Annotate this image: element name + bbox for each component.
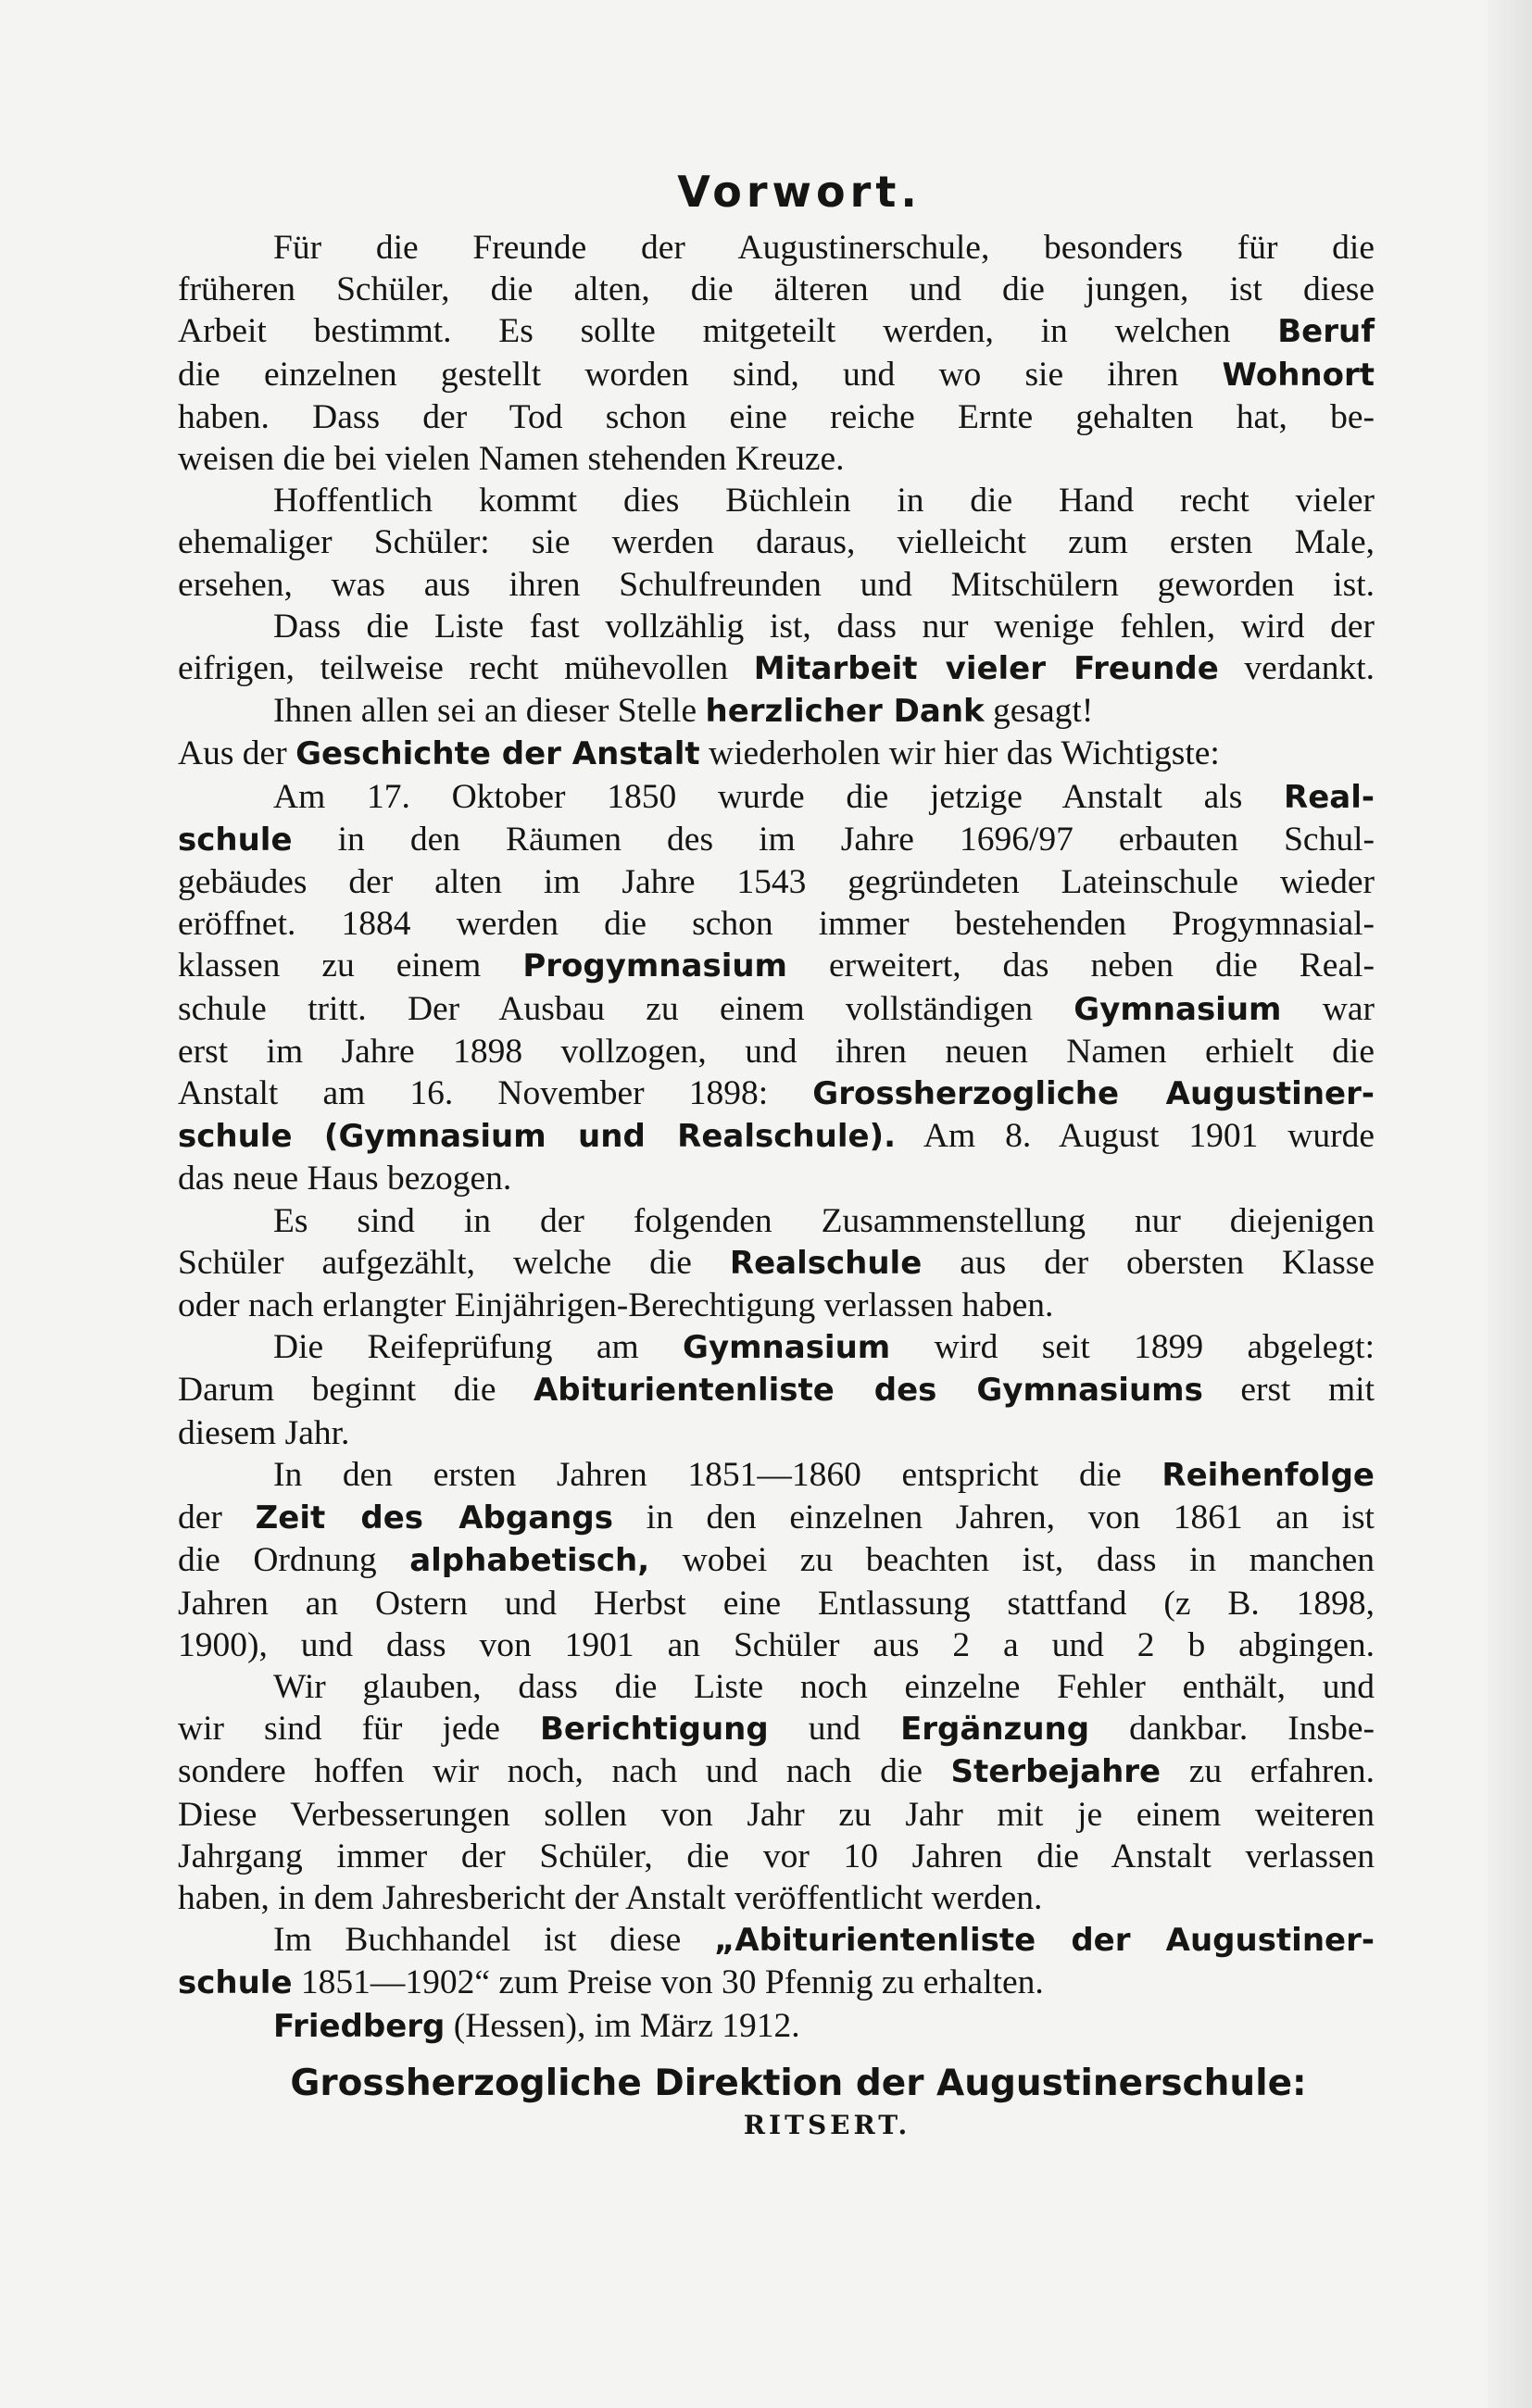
text-line: Friedberg (Hessen), im März 1912. [273,2006,800,2045]
text-line: die einzelnen gestellt worden sind, und wo sie ihren Wohnort [178,355,1375,394]
text-line: oder nach erlangter Einjährigen-Berechtigung verlassen haben. [178,1286,1054,1325]
emphasized-text: Reihenfolge [1162,1456,1375,1494]
text-line: Für die Freunde der Augustinerschule, besonders für die [273,229,1375,267]
text-line: erst im Jahre 1898 vollzogen, und ihren neuen Namen erhielt die [178,1032,1375,1071]
signer-name: RITSERT. [743,2109,911,2140]
paragraph-bookshop [178,1919,1375,2004]
emphasized-text: Berichtigung [539,1711,769,1749]
paragraph-intro [178,227,1375,480]
text-line: Die Reifeprüfung am Gymnasium wird seit 1899 abgelegt: [273,1328,1375,1367]
text-line: eifrigen, teilweise recht mühevollen Mitarbeit vieler Freunde verdankt. [178,649,1375,688]
text-line: haben. Dass der Tod schon eine reiche Ernte gehalten hat, be- [178,397,1375,436]
text-line: diesem Jahr. [178,1413,350,1452]
text-line: weisen die bei vielen Namen stehenden Kreuze. [178,440,845,479]
emphasized-text: Ergänzung [900,1711,1090,1749]
text-line: das neue Haus bezogen. [178,1160,512,1198]
emphasized-text: Gymnasium [1074,990,1282,1028]
text-line: schule in den Räumen des im Jahre 1696/97 erbauten Schul- [178,820,1375,859]
paragraph-realschule [178,1200,1375,1327]
text-line: ersehen, was aus ihren Schulfreunden und Mitschülern geworden ist. [178,565,1375,604]
text-line: die Ordnung alphabetisch, wobei zu beachten ist, dass in manchen [178,1541,1375,1580]
document-body [178,162,1375,2144]
paragraph-ordering [178,1454,1375,1666]
emphasized-text: Geschichte der Anstalt [295,735,700,773]
text-line: Ihnen allen sei an dieser Stelle herzlicher Dank gesagt! [273,692,1094,731]
text-line: Jahrgang immer der Schüler, die vor 10 Jahren die Anstalt verlassen [178,1837,1375,1875]
emphasized-text: Zeit des Abgangs [255,1499,613,1537]
paragraph-history [178,776,1375,1200]
emphasized-text: Progymnasium [522,947,787,985]
text-line: Im Buchhandel ist diese „Abiturientenliste der Augustiner- [273,1921,1375,1960]
text-line: In den ersten Jahren 1851—1860 entspricht die Reihenfolge [273,1455,1375,1494]
paragraph-gymnasium [178,1326,1375,1454]
emphasized-text: Realschule [729,1244,923,1282]
text-line: früheren Schüler, die alten, die älteren und die jungen, ist diese [178,270,1375,309]
emphasized-text: Real- [1284,778,1375,816]
text-line: Aus der Geschichte der Anstalt wiederholen wir hier das Wichtigste: [178,734,1220,773]
text-line: schule 1851—1902“ zum Preise von 30 Pfennig zu erhalten. [178,1963,1044,2002]
emphasized-text: Beruf [1277,313,1375,351]
emphasized-text: Mitarbeit vieler Freunde [753,650,1219,688]
paragraph-list-completeness [178,606,1375,690]
emphasized-text: Gymnasium [683,1329,891,1367]
paragraph-hope [178,480,1375,606]
text-line: Am 17. Oktober 1850 wurde die jetzige Anstalt als Real- [273,777,1375,816]
emphasized-text: schule [178,1964,293,2002]
emphasized-text: herzlicher Dank [705,693,985,731]
emphasized-text: alphabetisch, [409,1542,650,1580]
text-line: ehemaliger Schüler: sie werden daraus, vielleicht zum ersten Male, [178,523,1375,562]
text-line: Anstalt am 16. November 1898: Grossherzogliche Augustiner- [178,1074,1375,1113]
text-line: haben, in dem Jahresbericht der Anstalt veröffentlicht werden. [178,1878,1043,1917]
paragraph-history-intro [178,733,1375,775]
text-line: wir sind für jede Berichtigung und Ergänzung dankbar. Insbe- [178,1710,1375,1749]
text-line: sondere hoffen wir noch, nach und nach die Sterbejahre zu erfahren. [178,1752,1375,1791]
emphasized-text: Wohnort [1222,356,1375,394]
emphasized-text: schule (Gymnasium und Realschule). [178,1118,896,1156]
text-line: 1900), und dass von 1901 an Schüler aus 2 a und 2 b abgingen. [178,1625,1375,1664]
paragraph-place-date [178,2005,1375,2048]
emphasized-text: Sterbejahre [950,1753,1162,1791]
text-line: Diese Verbesserungen sollen von Jahr zu Jahr mit je einem weiteren [178,1795,1375,1834]
text-line: Hoffentlich kommt dies Büchlein in die Hand recht vieler [273,482,1375,520]
text-line: schule (Gymnasium und Realschule). Am 8. August 1901 wurde [178,1117,1375,1156]
text-line: gebäudes der alten im Jahre 1543 gegründeten Lateinschule wieder [178,863,1375,902]
text-line: Dass die Liste fast vollzählig ist, dass nur wenige fehlen, wird der [273,607,1375,646]
text-line: Schüler aufgezählt, welche die Realschule aus der obersten Klasse [178,1243,1375,1282]
page-title: Vorwort. [677,167,922,217]
page-edge-shadow [1488,0,1532,2408]
text-line: schule tritt. Der Ausbau zu einem vollständigen Gymnasium war [178,989,1375,1028]
text-line: Jahren an Ostern und Herbst eine Entlassung stattfand (z B. 1898, [178,1584,1375,1623]
text-line: eröffnet. 1884 werden die schon immer bestehenden Progymnasial- [178,905,1375,944]
text-line: klassen zu einem Progymnasium erweitert, das neben die Real- [178,947,1375,985]
paragraph-thanks [178,690,1375,733]
text-line: Wir glauben, dass die Liste noch einzelne Fehler enthält, und [273,1667,1375,1706]
text-line: Arbeit bestimmt. Es sollte mitgeteilt werden, in welchen Beruf [178,312,1375,351]
paragraph-corrections [178,1666,1375,1919]
emphasized-text: Friedberg [273,2007,446,2045]
emphasized-text: Abiturientenliste des Gymnasiums [533,1372,1203,1410]
emphasized-text: Grossherzogliche Augustiner- [812,1075,1375,1113]
signature-line: Grossherzogliche Direktion der Augustinerschule: [290,2062,1307,2104]
emphasized-text: „Abiturientenliste der Augustiner- [714,1922,1375,1960]
emphasized-text: schule [178,821,293,859]
text-line: der Zeit des Abgangs in den einzelnen Jahren, von 1861 an ist [178,1499,1375,1537]
text-line: Darum beginnt die Abiturientenliste des Gymnasiums erst mit [178,1371,1375,1410]
text-line: Es sind in der folgenden Zusammenstellung nur diejenigen [273,1201,1375,1240]
